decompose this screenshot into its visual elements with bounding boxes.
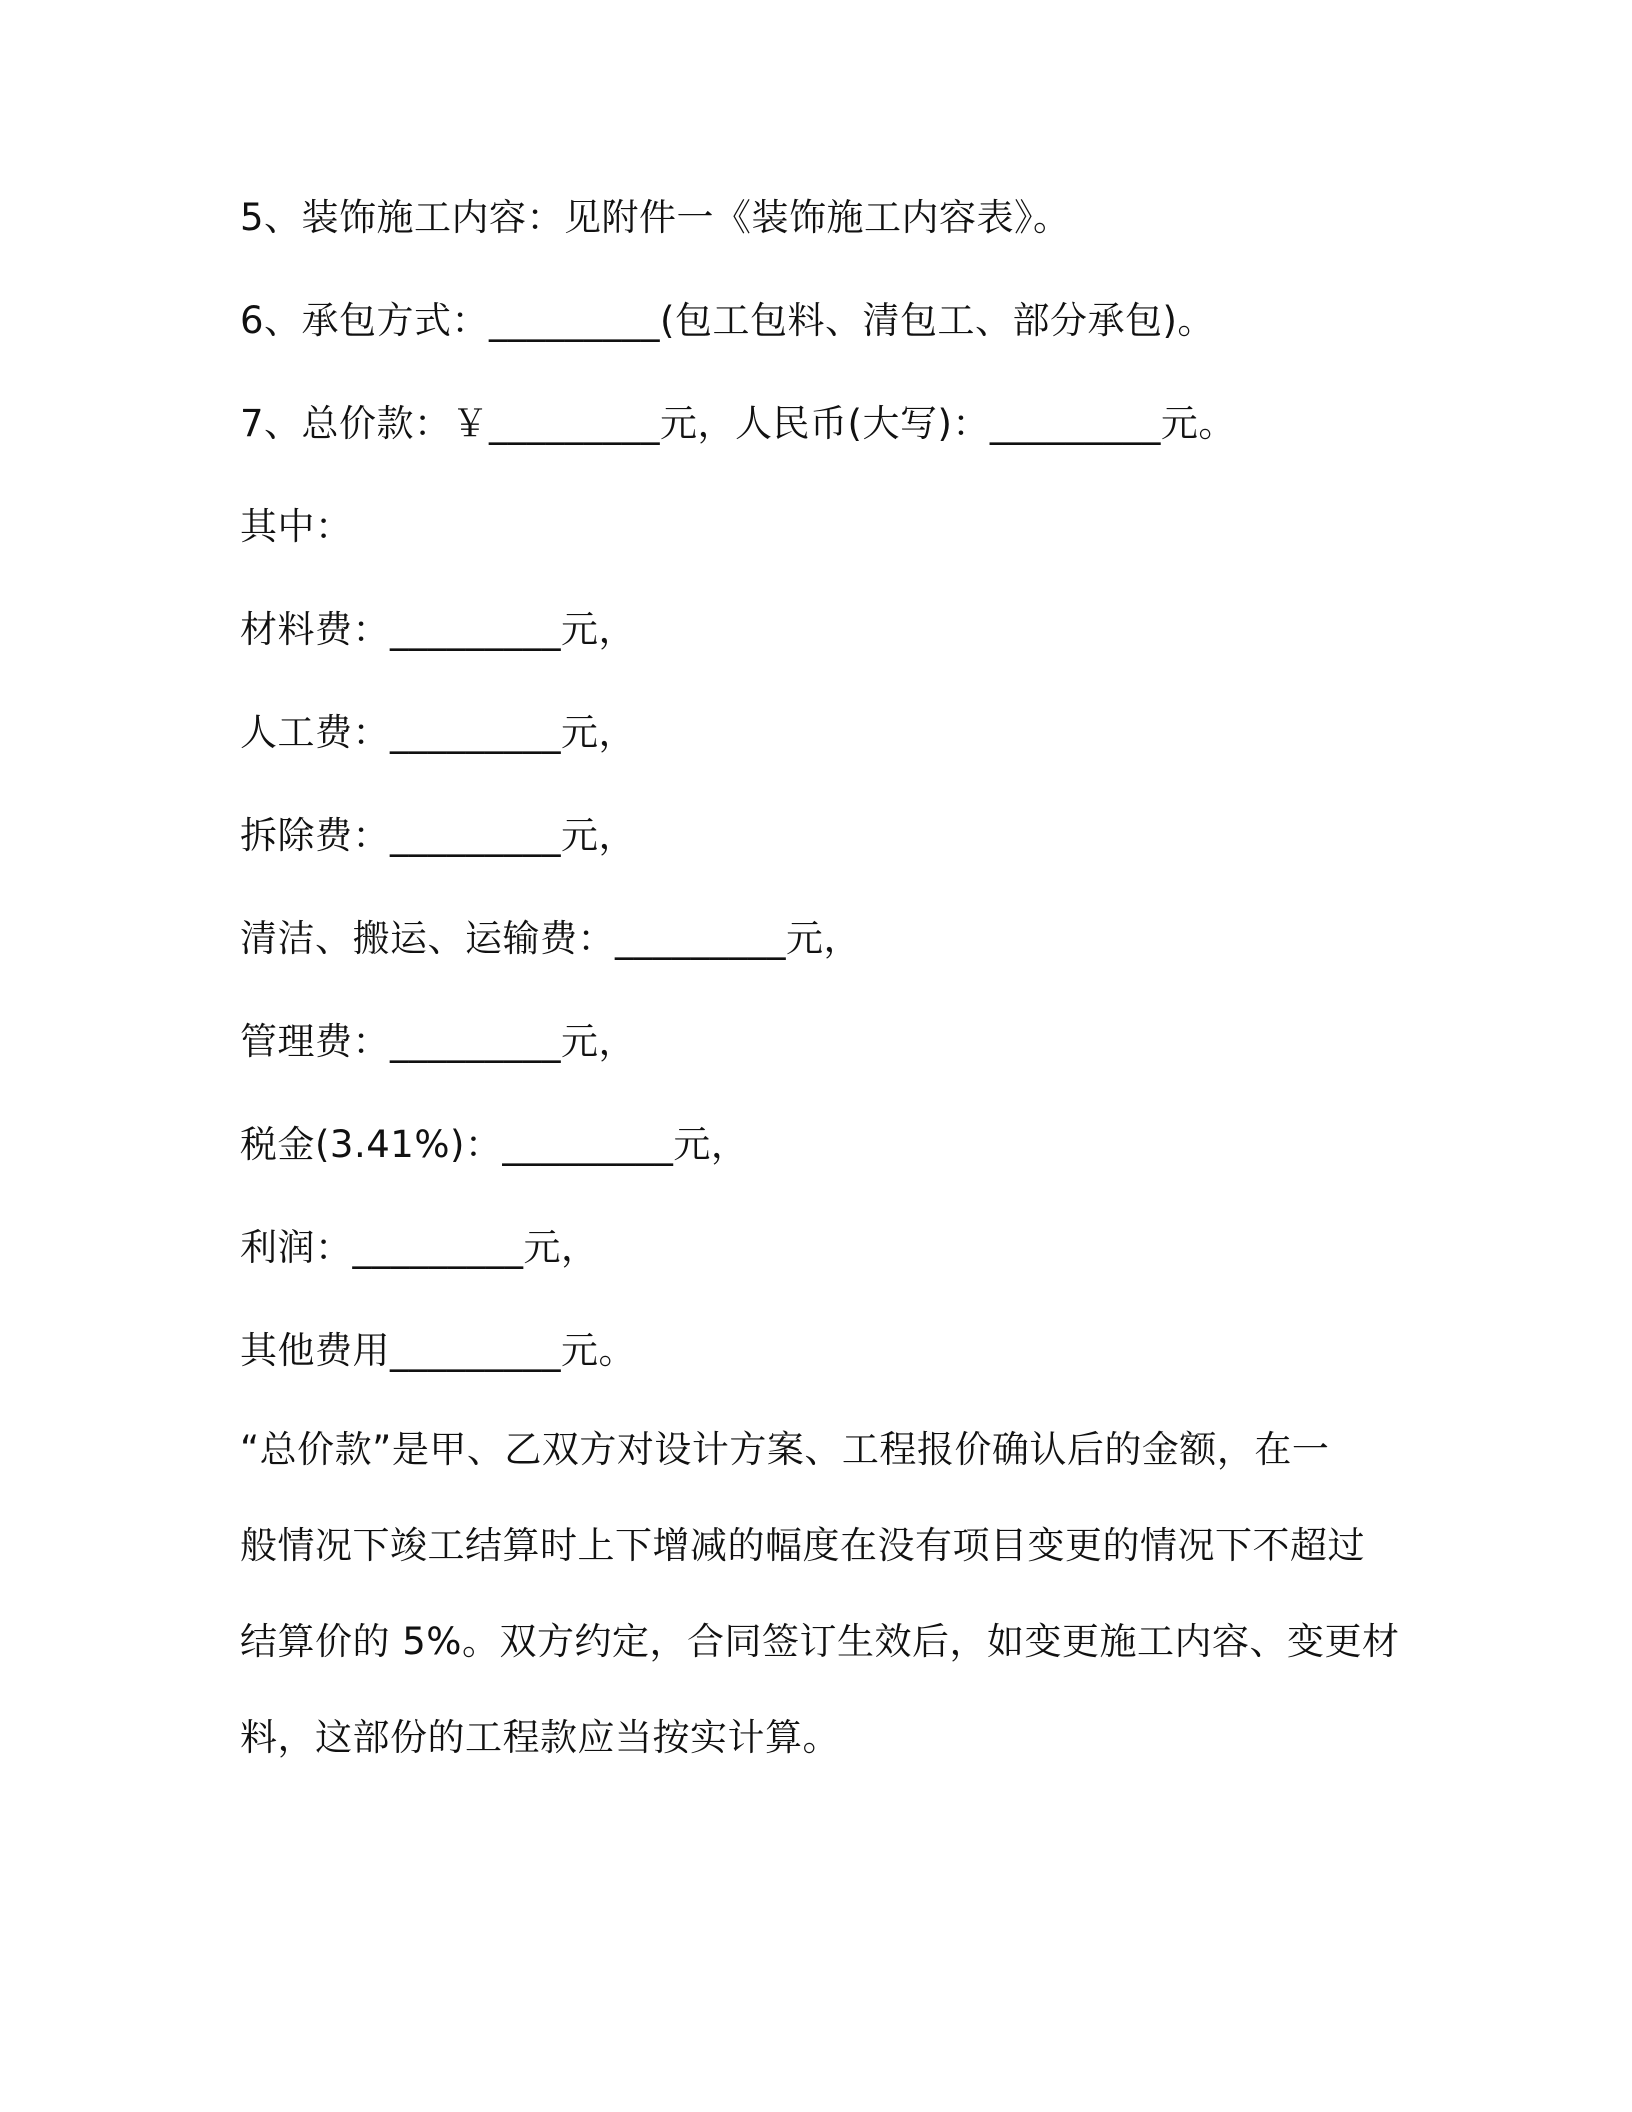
- profit-line: 利润：_________元，: [240, 1226, 599, 1269]
- tax-line: 税金(3.41%)：_________元，: [240, 1123, 749, 1166]
- paragraph-line: 般情况下竣工结算时上下增减的幅度在没有项目变更的情况下不超过: [240, 1524, 1365, 1567]
- clause-7-total-price: 7、总价款：￥_________元，人民币(大写)：_________元。: [240, 402, 1236, 445]
- clause-6-contract-method: 6、承包方式：_________(包工包料、清包工、部分承包)。: [240, 299, 1215, 342]
- paragraph-line: “总价款”是甲、乙双方对设计方案、工程报价确认后的金额，在一: [240, 1428, 1330, 1471]
- other-fee-line: 其他费用_________元。: [240, 1329, 636, 1372]
- breakdown-heading: 其中：: [240, 505, 353, 548]
- material-fee-line: 材料费：_________元，: [240, 608, 636, 651]
- cleaning-transport-fee-line: 清洁、搬运、运输费：_________元，: [240, 917, 861, 960]
- clause-5-decoration-content: 5、装饰施工内容：见附件一《装饰施工内容表》。: [240, 196, 1071, 239]
- demolition-fee-line: 拆除费：_________元，: [240, 814, 636, 857]
- management-fee-line: 管理费：_________元，: [240, 1020, 636, 1063]
- paragraph-line: 结算价的 5%。双方约定，合同签订生效后，如变更施工内容、变更材: [240, 1620, 1400, 1663]
- labor-fee-line: 人工费：_________元，: [240, 711, 636, 754]
- total-price-explanation-paragraph: [240, 1425, 1400, 1809]
- paragraph-line: 料，这部份的工程款应当按实计算。: [240, 1716, 840, 1759]
